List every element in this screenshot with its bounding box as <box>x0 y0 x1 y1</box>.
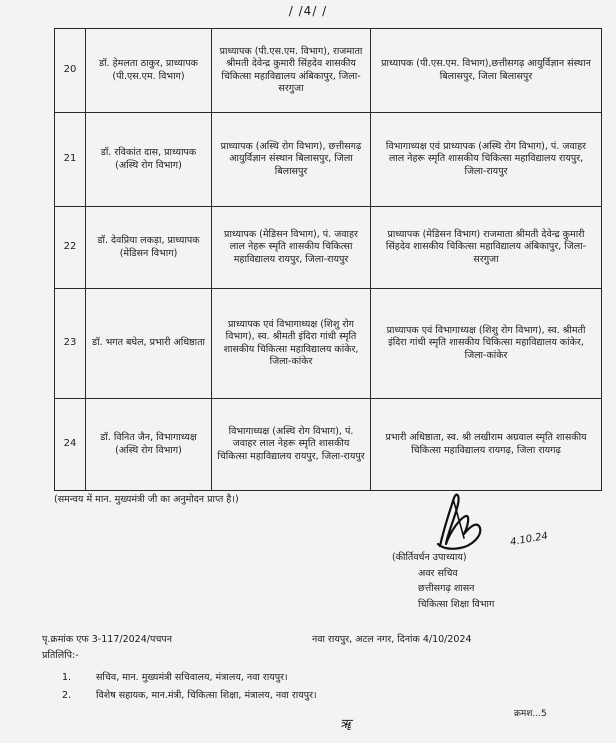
new-posting: विभागाध्यक्ष एवं प्राध्यापक (अस्थि रोग विभाग), पं. जवाहर लाल नेहरू स्मृति शासकीय चिकित्सा महाविद्यालय रायपुर, जिला-रायपुर <box>371 113 602 207</box>
new-posting: प्राध्यापक एवं विभागाध्यक्ष (शिशु रोग विभाग), स्व. श्रीमती इंदिरा गांधी स्मृति शासकीय चिकित्सा महाविद्यालय कांकेर, जिला-कांकेर <box>371 289 602 399</box>
serial-number: 20 <box>55 29 86 113</box>
copy-index: 2. <box>62 690 72 701</box>
reference-line <box>42 632 578 645</box>
signatory-department: चिकित्सा शिक्षा विभाग <box>418 598 495 610</box>
reference-number: पृ.क्रमांक एफ 3-117/2024/पचपन <box>42 634 173 645</box>
officer-name: डॉ. विनित जैन, विभागाध्यक्ष (अस्थि रोग विभाग) <box>86 399 212 491</box>
place-and-date: नवा रायपुर, अटल नगर, दिनांक 4/10/2024 <box>312 634 472 645</box>
serial-number: 23 <box>55 289 86 399</box>
list-item <box>62 670 288 683</box>
copy-recipient: विशेष सहायक, मान.मंत्री, चिकित्सा शिक्षा, मंत्रालय, नवा रायपुर। <box>96 690 317 701</box>
new-posting: प्रभारी अधिष्ठाता, स्व. श्री लखीराम अग्रवाल स्मृति शासकीय चिकित्सा महाविद्यालय रायगढ़, जिला रायगढ़ <box>371 399 602 491</box>
current-posting: प्राध्यापक (मेडिसन विभाग), पं. जवाहर लाल नेहरू स्मृति शासकीय चिकित्सा महाविद्यालय रायपुर, जिला-रायपुर <box>212 207 371 289</box>
table-row <box>55 289 602 399</box>
serial-number: 24 <box>55 399 86 491</box>
signatory-government: छत्तीसगढ़ शासन <box>418 583 475 594</box>
table-row <box>55 207 602 289</box>
table-row <box>55 29 602 113</box>
current-posting: प्राध्यापक एवं विभागाध्यक्ष (शिशु रोग विभाग), स्व. श्रीमती इंदिरा गांधी स्मृति शासकीय चिकित्सा महाविद्यालय कांकेर, जिला-कांकेर <box>212 289 371 399</box>
table-row <box>55 113 602 207</box>
table-row <box>55 399 602 491</box>
transfer-table <box>54 28 602 491</box>
current-posting: प्राध्यापक (अस्थि रोग विभाग), छत्तीसगढ़ आयुर्विज्ञान संस्थान बिलासपुर, जिला बिलासपुर <box>212 113 371 207</box>
signatory-designation: अवर सचिव <box>418 567 458 579</box>
copy-index: 1. <box>62 672 72 683</box>
officer-name: डॉ. देवप्रिया लकड़ा, प्राध्यापक (मेडिसन विभाग) <box>86 207 212 289</box>
copy-recipient: सचिव, मान. मुख्यमंत्री सचिवालय, मंत्रालय, नवा रायपुर। <box>96 672 288 683</box>
approval-note: (समन्वय में मान. मुख्यमंत्री जी का अनुमोदन प्राप्त है।) <box>54 494 239 505</box>
handwritten-initial: ॠ <box>340 717 352 732</box>
officer-name: डॉ. रविकांत दास, प्राध्यापक (अस्थि रोग विभाग) <box>86 113 212 207</box>
new-posting: प्राध्यापक (मेडिसन विभाग) राजमाता श्रीमती देवेन्द्र कुमारी सिंहदेव शासकीय चिकित्सा महाविद्यालय अंबिकापुर, जिला-सरगुजा <box>371 207 602 289</box>
current-posting: प्राध्यापक (पी.एस.एम. विभाग), राजमाता श्रीमती देवेन्द्र कुमारी सिंहदेव शासकीय चिकित्सा महाविद्यालय अंबिकापुर, जिला-सरगुजा <box>212 29 371 113</box>
new-posting: प्राध्यापक (पी.एस.एम. विभाग),छत्तीसगढ़ आयुर्विज्ञान संस्थान बिलासपुर, जिला बिलासपुर <box>371 29 602 113</box>
signatory-name: (कीर्तिवर्धन उपाध्याय) <box>392 552 467 563</box>
continued-marker: क्रमश...5 <box>514 709 547 719</box>
officer-name: डॉ. हेमलता ठाकुर, प्राध्यापक (पी.एस.एम. विभाग) <box>86 29 212 113</box>
signature-date: 4.10.24 <box>509 530 549 549</box>
page-number: / /4/ / <box>288 4 328 18</box>
serial-number: 21 <box>55 113 86 207</box>
serial-number: 22 <box>55 207 86 289</box>
officer-name: डॉ. भगत बघेल, प्रभारी अधिष्ठाता <box>86 289 212 399</box>
signatory-block <box>392 550 542 612</box>
copy-to-label: प्रतिलिपि:- <box>42 650 79 661</box>
list-item <box>62 688 317 701</box>
current-posting: विभागाध्यक्ष (अस्थि रोग विभाग), पं. जवाहर लाल नेहरू स्मृति शासकीय चिकित्सा महाविद्यालय रायपुर, जिला-रायपुर <box>212 399 371 491</box>
